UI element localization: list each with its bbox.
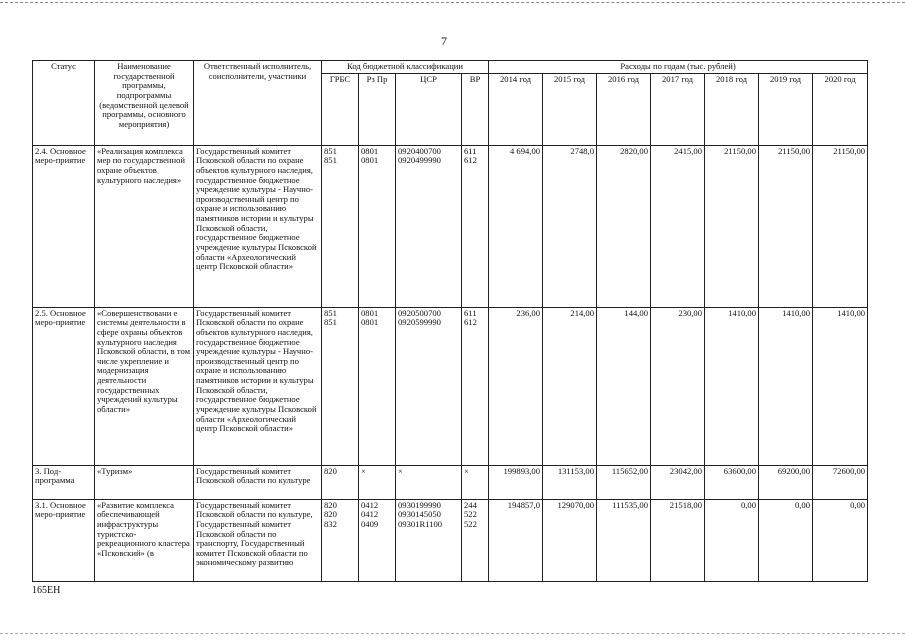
table-row — [33, 499, 868, 581]
row-name: «Туризм» — [95, 465, 194, 499]
row-rzpr: 0412 0412 0409 — [359, 499, 396, 581]
row-executor: Государственный комитет Псковской области по культуре, Государственный комитет Псковской области по транспорту, Государственный комитет Псковской области по экономическому развитию — [194, 499, 322, 581]
page-number: 7 — [441, 34, 447, 48]
scan-edge-bottom — [0, 633, 905, 634]
header-year: 2020 год — [813, 73, 868, 145]
row-executor: Государственный комитет Псковской области по культуре — [194, 465, 322, 499]
row-status: 3.1. Основное меро-приятие — [33, 499, 95, 581]
row-status: 3. Под-программа — [33, 465, 95, 499]
header-csr: ЦСР — [396, 73, 462, 145]
header-year: 2016 год — [597, 73, 651, 145]
row-year-value: 0,00 — [705, 499, 759, 581]
row-grbs: 851 851 — [322, 307, 359, 465]
header-year: 2015 год — [543, 73, 597, 145]
row-vr: × — [462, 465, 489, 499]
header-code-group: Код бюджетной классификации — [322, 61, 489, 74]
row-name: «Совершенствовани е системы деятельности в сфере охраны объектов культурного наследия Псковской области, в том числе укрепление и модернизация деятельности государственных учреждений культуры области» — [95, 307, 194, 465]
table-row — [33, 307, 868, 465]
row-year-value: 1410,00 — [759, 307, 813, 465]
row-csr: 0920400700 0920499990 — [396, 145, 462, 307]
row-year-value: 4 694,00 — [489, 145, 543, 307]
row-csr: 0920500700 0920599990 — [396, 307, 462, 465]
header-year: 2017 год — [651, 73, 705, 145]
row-year-value: 23042,00 — [651, 465, 705, 499]
row-csr: × — [396, 465, 462, 499]
row-vr: 611 612 — [462, 145, 489, 307]
header-status: Статус — [33, 61, 95, 146]
row-year-value: 2415,00 — [651, 145, 705, 307]
row-year-value: 1410,00 — [705, 307, 759, 465]
row-rzpr: 0801 0801 — [359, 307, 396, 465]
row-year-value: 230,00 — [651, 307, 705, 465]
row-rzpr: × — [359, 465, 396, 499]
header-expenses-group: Расходы по годам (тыс. рублей) — [489, 61, 868, 74]
row-year-value: 0,00 — [759, 499, 813, 581]
row-rzpr: 0801 0801 — [359, 145, 396, 307]
row-name: «Развитие комплекса обеспечивающей инфраструктуры туристско-рекреационного кластера «Псковский» (в — [95, 499, 194, 581]
row-year-value: 63600,00 — [705, 465, 759, 499]
header-executor: Ответственный исполнитель, соисполнители, участники — [194, 61, 322, 146]
row-grbs: 820 — [322, 465, 359, 499]
header-year: 2018 год — [705, 73, 759, 145]
row-year-value: 131153,00 — [543, 465, 597, 499]
table-row — [33, 145, 868, 307]
row-year-value: 1410,00 — [813, 307, 868, 465]
row-year-value: 21518,00 — [651, 499, 705, 581]
row-year-value: 21150,00 — [813, 145, 868, 307]
row-executor: Государственный комитет Псковской области по охране объектов культурного наследия, государственное бюджетное учреждение культуры - Научно-производственный центр по охране и использованию памятников истории и культуры Псковской области, государственное бюджетное учреждение культуры Псковской области «Археологический центр Псковской области» — [194, 145, 322, 307]
row-vr: 611 612 — [462, 307, 489, 465]
row-grbs: 820 820 832 — [322, 499, 359, 581]
row-csr: 0930199990 0930145050 09301R1100 — [396, 499, 462, 581]
scan-edge-top — [0, 2, 905, 3]
row-year-value: 0,00 — [813, 499, 868, 581]
row-year-value: 194857,0 — [489, 499, 543, 581]
header-name: Наименование государственной программы, подпрограммы (ведомственной целевой программы, основного мероприятия) — [95, 61, 194, 146]
row-year-value: 72600,00 — [813, 465, 868, 499]
row-status: 2.4. Основное меро-приятие — [33, 145, 95, 307]
header-rzpr: Рз Пр — [359, 73, 396, 145]
budget-table — [32, 60, 868, 582]
row-year-value: 115652,00 — [597, 465, 651, 499]
header-grbs: ГРБС — [322, 73, 359, 145]
row-vr: 244 522 522 — [462, 499, 489, 581]
row-grbs: 851 851 — [322, 145, 359, 307]
row-year-value: 214,00 — [543, 307, 597, 465]
row-year-value: 21150,00 — [759, 145, 813, 307]
row-year-value: 111535,00 — [597, 499, 651, 581]
row-year-value: 144,00 — [597, 307, 651, 465]
row-executor: Государственный комитет Псковской области по охране объектов культурного наследия, государственное бюджетное учреждение культуры - Научно-производственный центр по охране и использованию памятников истории и культуры Псковской области, государственное бюджетное учреждение культуры Псковской области «Археологический центр Псковской области» — [194, 307, 322, 465]
row-year-value: 236,00 — [489, 307, 543, 465]
table-row — [33, 465, 868, 499]
row-name: «Реализация комплекса мер по государственной охране объектов культурного наследия» — [95, 145, 194, 307]
header-year: 2019 год — [759, 73, 813, 145]
row-year-value: 2820,00 — [597, 145, 651, 307]
row-status: 2.5. Основное меро-приятие — [33, 307, 95, 465]
row-year-value: 2748,0 — [543, 145, 597, 307]
row-year-value: 21150,00 — [705, 145, 759, 307]
row-year-value: 69200,00 — [759, 465, 813, 499]
footer-code: 165ЕН — [32, 585, 61, 596]
row-year-value: 199893,00 — [489, 465, 543, 499]
row-year-value: 129070,00 — [543, 499, 597, 581]
header-year: 2014 год — [489, 73, 543, 145]
header-vr: ВР — [462, 73, 489, 145]
